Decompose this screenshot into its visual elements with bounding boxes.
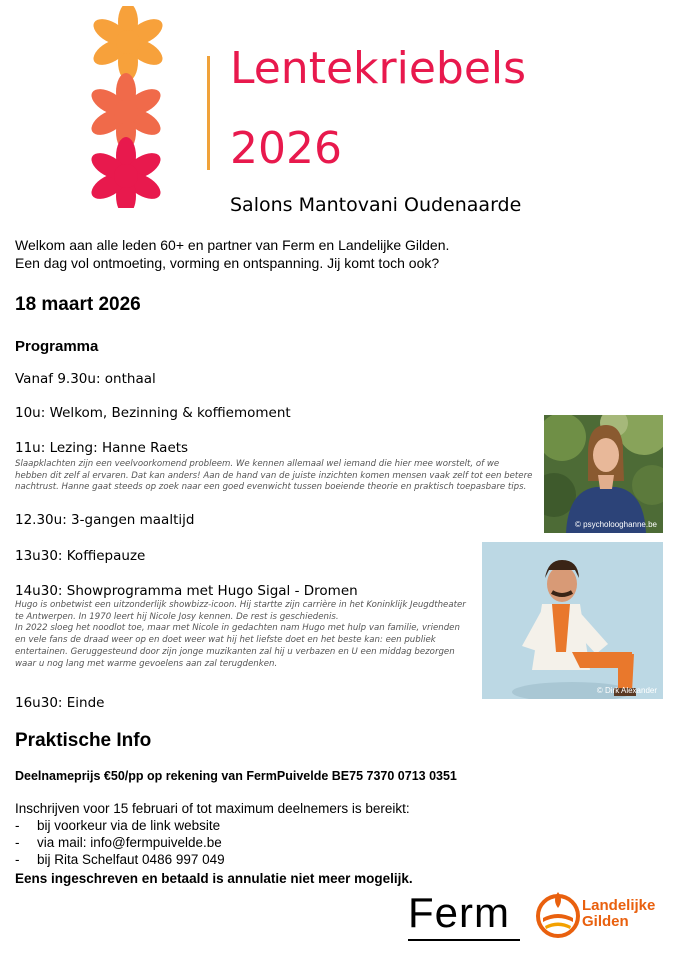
option-text: via mail: info@fermpuivelde.be	[37, 835, 222, 850]
program-show: 14u30: Showprogramma met Hugo Sigal - Dromen	[15, 583, 358, 599]
show-desc-line: waar u nog lang met warme gevoelens aan zal terugdenken.	[15, 658, 278, 669]
cancel-note: Eens ingeschreven en betaald is annulatie niet meer mogelijk.	[15, 871, 413, 886]
lezing-desc-line: hebben dit zelf al ervaren. Dat kan anders! Aan de hand van de juiste inzichten komen mensen vaak zelf tot een betere	[15, 470, 533, 481]
bullet-mark: -	[15, 835, 20, 850]
hanne-portrait	[544, 415, 663, 533]
lg-line-2: Gilden	[582, 913, 629, 930]
price-info: Deelnameprijs €50/pp op rekening van FermPuivelde BE75 7370 0713 0351	[15, 769, 457, 783]
event-date: 18 maart 2026	[15, 294, 141, 315]
intro-line-2: Een dag vol ontmoeting, vorming en ontspanning. Jij komt toch ook?	[15, 255, 440, 271]
landelijke-gilden-text	[582, 898, 655, 930]
header-divider	[207, 56, 210, 170]
show-desc-line: In 2022 sloeg het noodlot toe, maar met Nicole in gedachten nam Hugo met hulp van familie, vrienden	[15, 623, 460, 634]
photo-hugo-sigal	[482, 542, 663, 699]
title-line-2: 2026	[230, 123, 342, 174]
flowers-logo	[86, 6, 166, 208]
lezing-description	[15, 459, 532, 494]
program-einde: 16u30: Einde	[15, 695, 105, 711]
title-line-1: Lentekriebels	[230, 43, 527, 94]
program-lezing: 11u: Lezing: Hanne Raets	[15, 440, 189, 456]
hanne-photo-credit: © psycholooghanne.be	[575, 520, 657, 529]
program-welkom: 10u: Welkom, Bezinning & koffiemoment	[15, 405, 291, 421]
flower-top	[89, 6, 166, 81]
ferm-logo-text: Ferm	[408, 889, 510, 936]
lg-line-1: Landelijke	[582, 897, 656, 914]
bullet-mark: -	[15, 852, 20, 867]
show-description	[15, 600, 466, 670]
intro-line-1: Welkom aan alle leden 60+ en partner van Ferm en Landelijke Gilden.	[15, 237, 450, 253]
show-desc-line: te Antwerpen. In 1970 leert hij Nicole Josy kennen. De rest is geschiedenis.	[15, 611, 339, 622]
hugo-portrait	[482, 542, 663, 699]
program-onthaal: Vanaf 9.30u: onthaal	[15, 371, 156, 387]
practical-heading: Praktische Info	[15, 730, 152, 751]
ferm-logo	[408, 889, 522, 944]
bullet-mark: -	[15, 818, 20, 833]
hugo-photo-credit: © Dirk Alexander	[596, 686, 657, 695]
show-desc-line: entertainen. Geruggesteund door zijn jonge muzikanten zal hij u verbazen en U een middag bezorgen	[15, 646, 455, 657]
program-heading: Programma	[15, 338, 99, 355]
landelijke-gilden-logo	[535, 886, 680, 944]
flower-bottom	[87, 137, 165, 208]
option-text: bij voorkeur via de link website	[37, 818, 221, 833]
ferm-logo-underline	[408, 939, 520, 941]
photo-hanne-raets	[544, 415, 663, 533]
register-option-mail	[15, 835, 222, 850]
show-desc-line: en vele fans de draad weer op en doet weer wat hij het liefste doet en het beste kan: een publiek	[15, 635, 436, 646]
program-koffiepauze: 13u30: Koffiepauze	[15, 548, 146, 564]
venue-subtitle: Salons Mantovani Oudenaarde	[230, 194, 522, 216]
register-intro: Inschrijven voor 15 februari of tot maximum deelnemers is bereikt:	[15, 801, 410, 816]
program-maaltijd: 12.30u: 3-gangen maaltijd	[15, 512, 195, 528]
option-text: bij Rita Schelfaut 0486 997 049	[37, 852, 225, 867]
lezing-desc-line: Slaapklachten zijn een veelvoorkomend probleem. We kennen allemaal wel iemand die hier mee worstelt, of we	[15, 459, 500, 469]
register-option-phone	[15, 852, 225, 867]
register-option-website	[15, 818, 220, 833]
landelijke-gilden-emblem-icon	[535, 888, 581, 940]
show-desc-line: Hugo is onbetwist een uitzonderlijk showbizz-icoon. Hij startte zijn carrière in het Koninklijk Jeugdtheater	[15, 600, 466, 610]
lezing-desc-line: nachtrust. Hanne gaat steeds op zoek naar een goed evenwicht tussen boeiende theorie en praktisch toepasbare tips.	[15, 482, 527, 493]
